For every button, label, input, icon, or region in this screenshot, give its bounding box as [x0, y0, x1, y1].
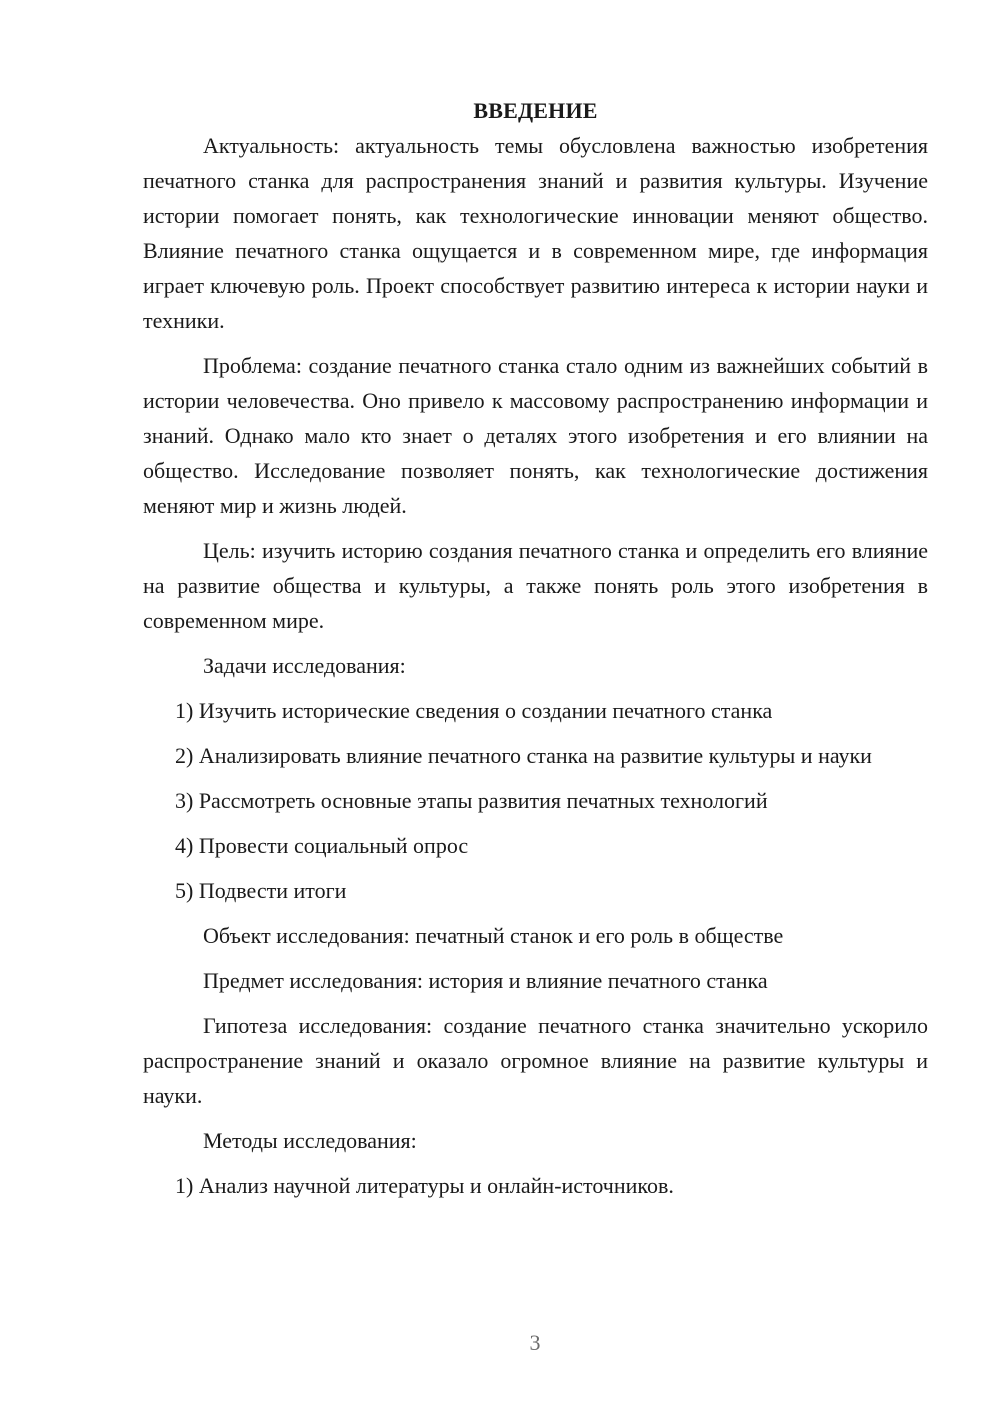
page-number: 3 — [529, 1330, 541, 1355]
tasks-heading: Задачи исследования: — [203, 653, 406, 678]
methods-heading: Методы исследования: — [203, 1128, 417, 1153]
research-object: Объект исследования: печатный станок и его роль в обществе — [203, 923, 784, 948]
problem-paragraph: Проблема: создание печатного станка стало одним из важнейших событий в истории человечества. Оно привело к массовому распространению информации и знаний. Однако мало кто знает о деталях этого изобретения и его влиянии на общество. Исследование позволяет понять, как технологические достижения меняют мир и жизнь людей. — [143, 353, 928, 518]
task-item-2: 2) Анализировать влияние печатного станка на развитие культуры и науки — [175, 743, 872, 768]
research-subject: Предмет исследования: история и влияние печатного станка — [203, 968, 768, 993]
section-title: ВВЕДЕНИЕ — [473, 98, 598, 123]
hypothesis-paragraph: Гипотеза исследования: создание печатного станка значительно ускорило распространение знаний и оказало огромное влияние на развитие культуры и науки. — [143, 1013, 928, 1108]
method-item-1: 1) Анализ научной литературы и онлайн-источников. — [175, 1173, 674, 1198]
task-item-1: 1) Изучить исторические сведения о создании печатного станка — [175, 698, 773, 723]
document-page — [143, 93, 928, 1213]
task-item-4: 4) Провести социальный опрос — [175, 833, 469, 858]
relevance-paragraph: Актуальность: актуальность темы обусловлена важностью изобретения печатного станка для распространения знаний и развития культуры. Изучение истории помогает понять, как технологические инновации меняют общество. Влияние печатного станка ощущается и в современном мире, где информация играет ключевую роль. Проект способствует развитию интереса к истории науки и техники. — [143, 133, 928, 333]
goal-paragraph: Цель: изучить историю создания печатного станка и определить его влияние на развитие общества и культуры, а также понять роль этого изобретения в современном мире. — [143, 538, 928, 633]
task-item-3: 3) Рассмотреть основные этапы развития печатных технологий — [175, 788, 768, 813]
task-item-5: 5) Подвести итоги — [175, 878, 347, 903]
